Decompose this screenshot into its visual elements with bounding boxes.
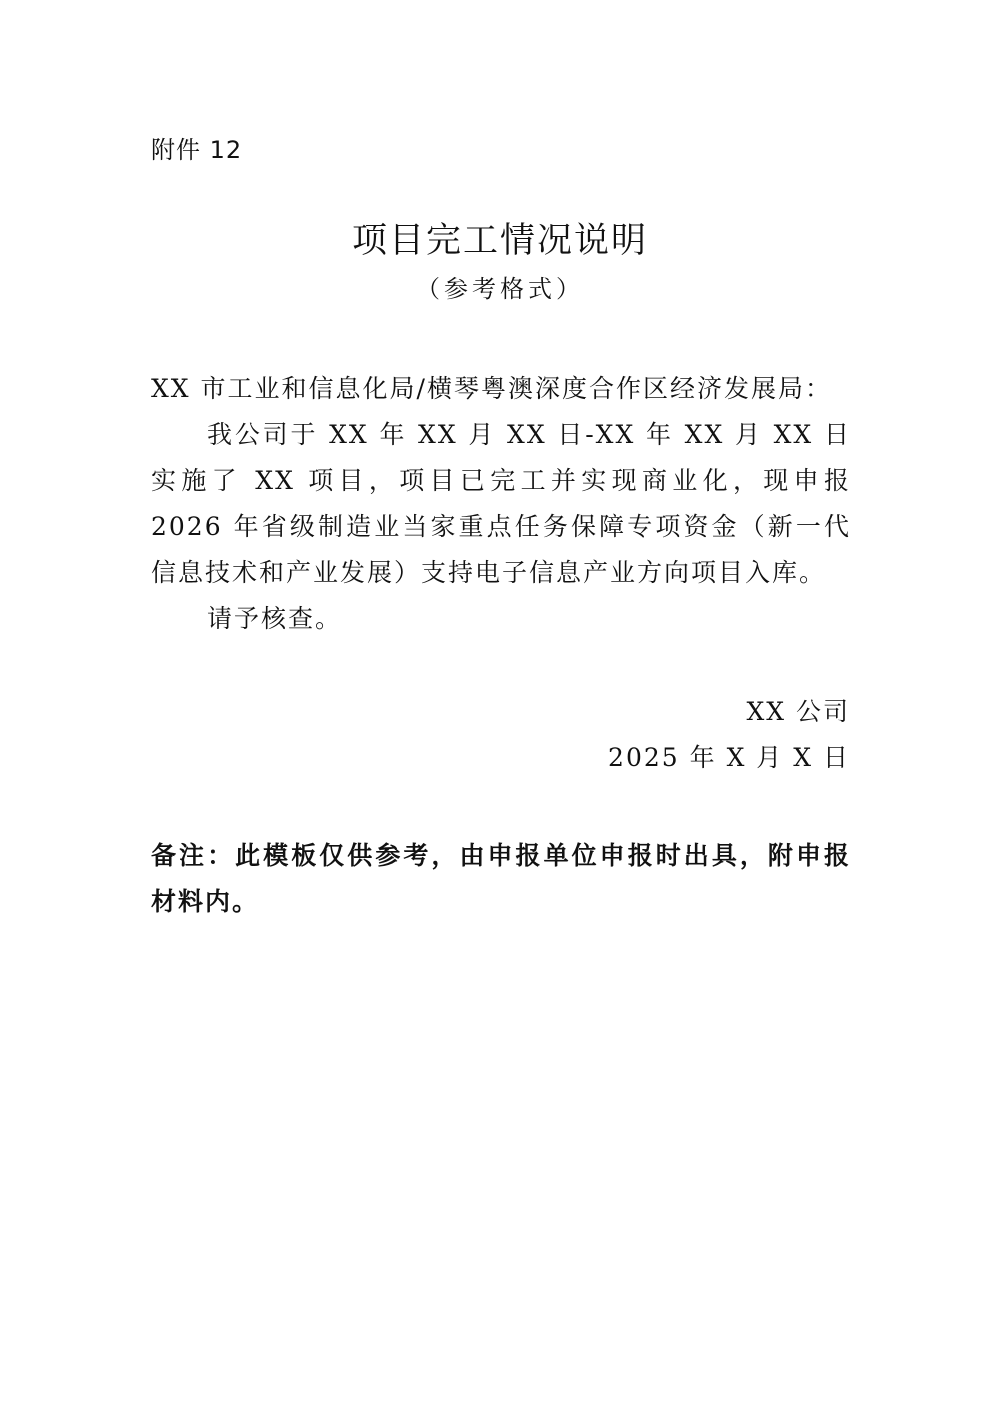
document-title: 项目完工情况说明 (351, 221, 648, 261)
closing-line: 请予核查。 (207, 604, 343, 633)
signature-company: XX 公司 (746, 697, 850, 726)
attachment-label: 附件 12 (151, 136, 243, 164)
document-subtitle: （参考格式） (416, 275, 584, 303)
signature-date: 2025 年 X 月 X 日 (608, 743, 850, 772)
remark-note: 备注：此模板仅供参考，由申报单位申报时出具，附申报材料内。 (151, 841, 851, 916)
body-paragraph: 我公司于 XX 年 XX 月 XX 日-XX 年 XX 月 XX 日实施了 XX 项目，项目已完工并实现商业化，现申报 2026 年省级制造业当家重点任务保障专项资金（新一代信息技术和产业发展）支持电子信息产业方向项目入库。 (151, 420, 851, 587)
addressee-line: XX 市工业和信息化局/横琴粤澳深度合作区经济发展局： (151, 374, 832, 403)
